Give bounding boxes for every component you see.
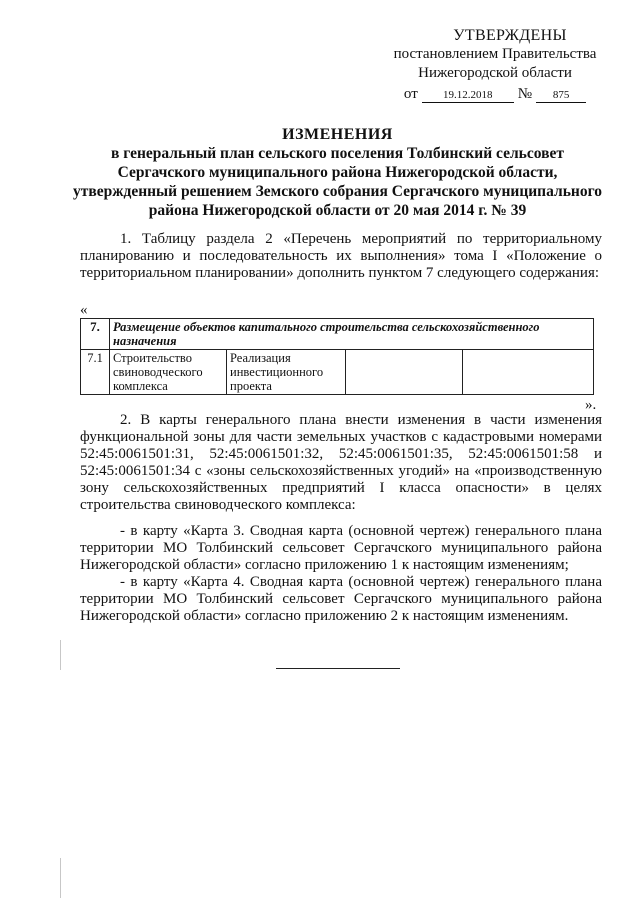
row-implementation-cell <box>227 350 346 395</box>
heading-line-2: Сергачского муниципального района Нижегородской области, <box>117 164 558 181</box>
scan-artifact-line <box>60 640 61 670</box>
approval-date-line <box>380 85 610 104</box>
row-number-cell: 7.1 <box>81 350 110 395</box>
row-object-cell <box>110 350 227 395</box>
header-text-cell <box>110 319 594 350</box>
header-number-cell: 7. <box>81 319 110 350</box>
paragraph-2: 2. В карты генерального плана внести изменения в части изменения функциональной зоны для части земельных участков с кадастровыми номерами 52:45:0061501:31, 52:45:0061501:32, 52:45:0061501:35, 52:45:0061501:58 и 52:45:0061501:34 с «зоны сельскохозяйственных угодий» на «производственную зону сельскохозяйственных предприятий I класса опасности» в целях строительства свиноводческого комплекса: <box>80 412 602 513</box>
row-implementation-line-3: проекта <box>230 379 272 393</box>
row-object-line-2: свиноводческого <box>113 365 203 379</box>
approval-number: 875 <box>536 89 586 103</box>
heading-title: ИЗМЕНЕНИЯ <box>282 126 393 143</box>
approval-line-1: постановлением Правительства <box>393 46 597 62</box>
heading-line-4: района Нижегородской области от 20 мая 2014 г. № 39 <box>148 202 527 219</box>
document-heading <box>70 125 605 220</box>
scan-artifact-line <box>60 858 61 898</box>
header-text-line-2: назначения <box>113 334 177 348</box>
quote-close: ». <box>585 397 597 413</box>
approval-date: 19.12.2018 <box>422 89 514 103</box>
table-row <box>81 350 594 395</box>
row-empty-cell-2 <box>463 350 594 395</box>
approval-line-2: Нижегородской области <box>418 65 572 81</box>
row-implementation-line-2: инвестиционного <box>230 365 324 379</box>
paragraph-1: 1. Таблицу раздела 2 «Перечень мероприятий по территориальному планированию и последовательность их выполнения» тома I «Положение о территориальном планировании» дополнить пунктом 7 следующего содержания: <box>80 231 602 281</box>
date-prefix: от <box>403 86 418 102</box>
row-implementation-line-1: Реализация <box>230 351 291 365</box>
paragraph-4: - в карту «Карта 4. Сводная карта (основной чертеж) генерального плана территории МО Толбинский сельсовет Сергачского муниципального района Нижегородской области» согласно приложению 2 к настоящим изменениям. <box>80 574 602 624</box>
approval-block <box>380 26 610 104</box>
row-object-line-3: комплекса <box>113 379 168 393</box>
table-header-row <box>81 319 594 350</box>
row-empty-cell-1 <box>346 350 463 395</box>
number-prefix: № <box>517 86 533 102</box>
header-text-line-1: Размещение объектов капитального строительства сельскохозяйственного <box>113 320 540 334</box>
heading-line-1: в генеральный план сельского поселения Толбинский сельсовет <box>111 145 564 162</box>
heading-line-3: утвержденный решением Земского собрания Сергачского муниципального <box>73 183 602 200</box>
approval-title: УТВЕРЖДЕНЫ <box>453 27 567 44</box>
row-object-line-1: Строительство <box>113 351 193 365</box>
quote-open: « <box>80 302 88 318</box>
end-separator-line <box>276 668 400 669</box>
paragraph-3: - в карту «Карта 3. Сводная карта (основной чертеж) генерального плана территории МО Толбинский сельсовет Сергачского муниципального района Нижегородской области» согласно приложению 1 к настоящим изменениям; <box>80 523 602 573</box>
measures-table <box>80 318 594 395</box>
